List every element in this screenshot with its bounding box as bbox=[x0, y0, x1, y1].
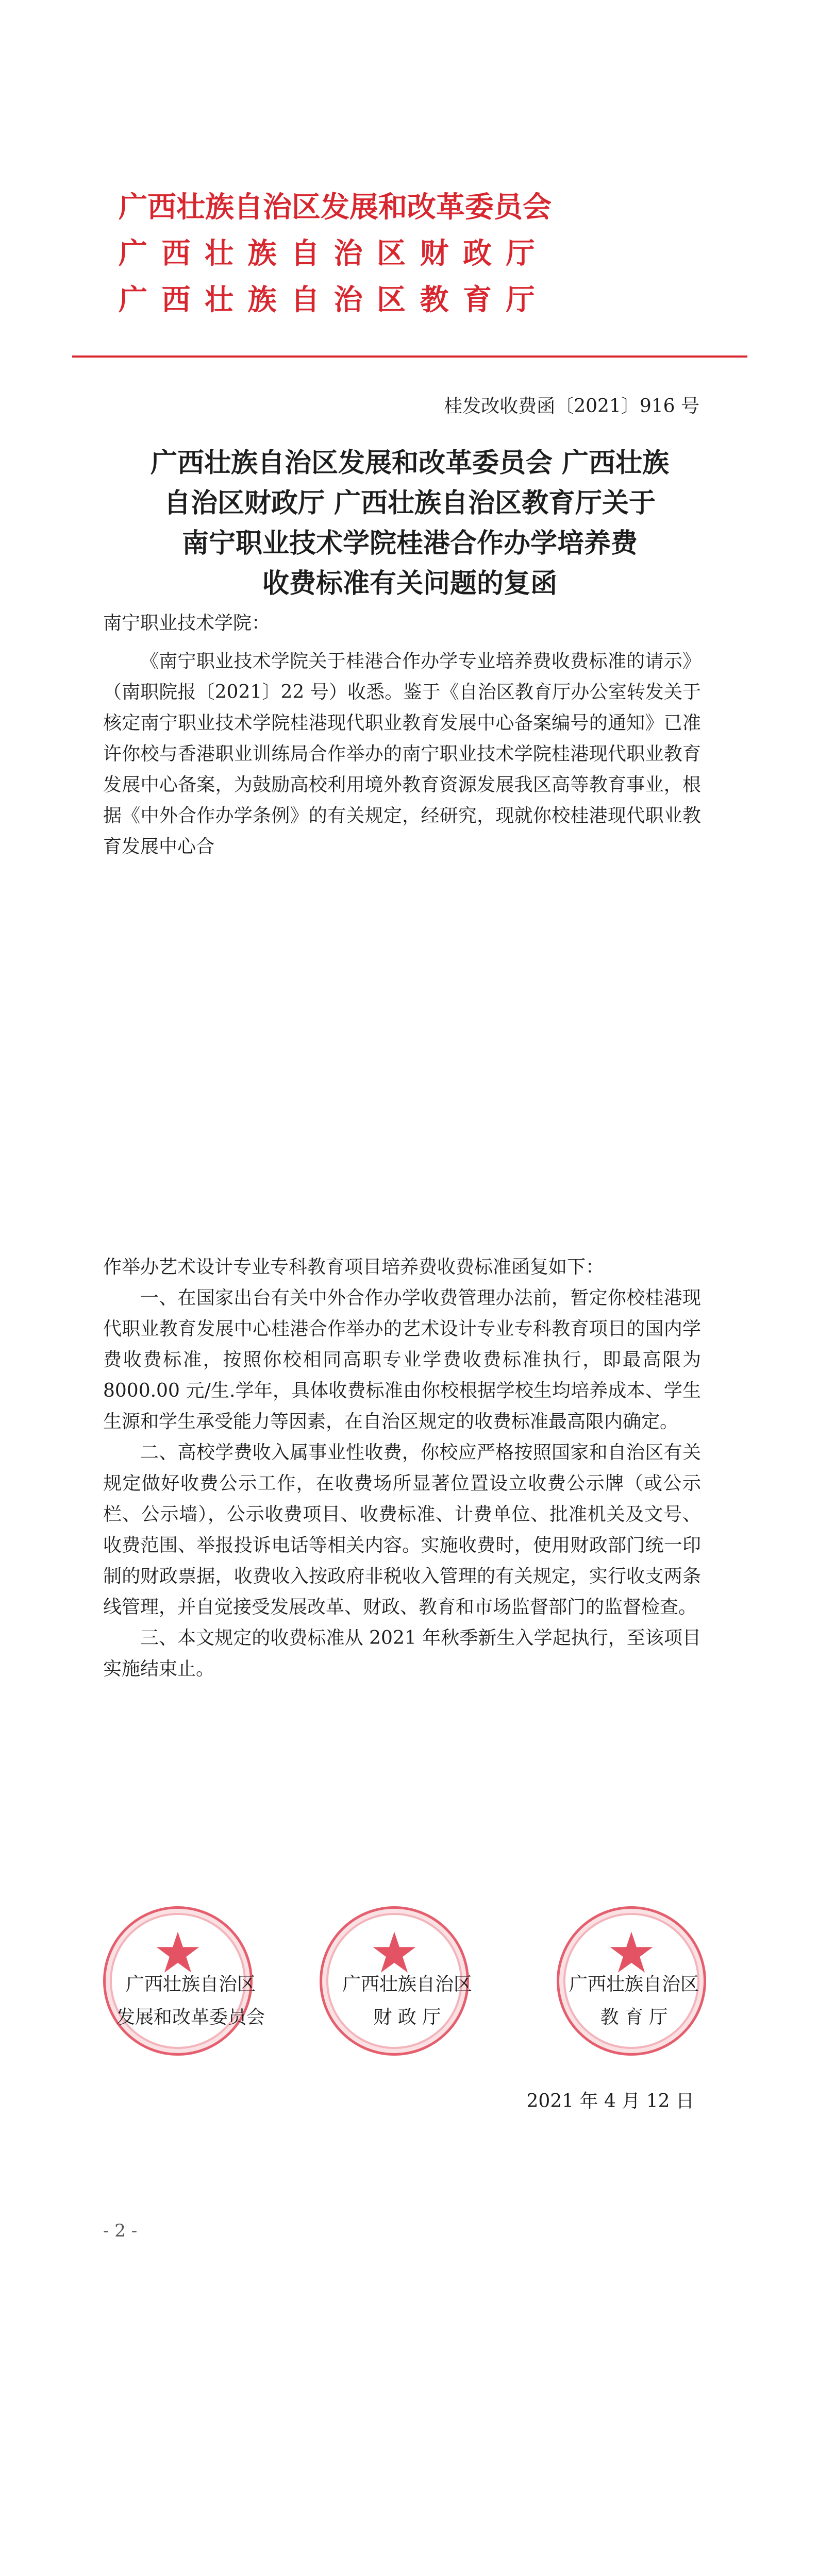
page-number-2: - 2 - bbox=[103, 2221, 138, 2241]
signing-date: 2021 年 4 月 12 日 bbox=[526, 2091, 694, 2112]
page2-body bbox=[103, 1252, 701, 1685]
item-3: 三、本文规定的收费标准从 2021 年秋季新生入学起执行，至该项目实施结束止。 bbox=[103, 1628, 701, 1680]
signer-education-line-1: 广西壮族自治区 bbox=[569, 1974, 699, 1995]
signer-finance-line-2: 财 政 厅 bbox=[373, 2007, 441, 2028]
signer-drc-line-2: 发展和改革委员会 bbox=[116, 2007, 265, 2028]
letterhead-red-rule bbox=[72, 355, 747, 358]
title-line-2: 自治区财政厅 广西壮族自治区教育厅关于 bbox=[163, 487, 656, 519]
title-line-4: 收费标准有关问题的复函 bbox=[262, 568, 557, 599]
salutation: 南宁职业技术学院： bbox=[103, 613, 271, 634]
signer-finance-line-1: 广西壮族自治区 bbox=[342, 1974, 472, 1995]
letterhead-line-3: 广 西 壮 族 自 治 区 教 育 厅 bbox=[119, 283, 537, 317]
signer-finance bbox=[330, 1968, 485, 2034]
signer-education bbox=[557, 1968, 711, 2034]
letterhead-line-2: 广 西 壮 族 自 治 区 财 政 厅 bbox=[119, 236, 537, 270]
signer-drc-line-1: 广西壮族自治区 bbox=[125, 1974, 256, 1995]
title-line-1: 广西壮族自治区发展和改革委员会 广西壮族 bbox=[150, 447, 670, 479]
item-1: 一、在国家出台有关中外合作办学收费管理办法前，暂定你校桂港现代职业教育发展中心桂港合作举办的艺术设计专业专科教育项目的国内学费收费标准，按照你校相同高职专业学费收费标准执行，即最高限为 8000.00 元/生.学年，具体收费标准由你校根据学校生均培养成本、学生生源和学生承受能力等因素，在自治区规定的收费标准最高限内确定。 bbox=[103, 1287, 701, 1432]
continuation-text: 作举办艺术设计专业专科教育项目培养费收费标准函复如下： bbox=[103, 1257, 605, 1278]
intro-paragraph: 《南宁职业技术学院关于桂港合作办学专业培养费收费标准的请示》（南职院报〔2021〕22 号）收悉。鉴于《自治区教育厅办公室转发关于核定南宁职业技术学院桂港现代职业教育发展中心备案编号的通知》已准许你校与香港职业训练局合作举办的南宁职业技术学院桂港现代职业教育发展中心备案，为鼓励高校利用境外教育资源发展我区高等教育事业，根据《中外合作办学条例》的有关规定，经研究，现就你校桂港现代职业教育发展中心合 bbox=[103, 651, 701, 857]
item-2: 二、高校学费收入属事业性收费，你校应严格按照国家和自治区有关规定做好收费公示工作，在收费场所显著位置设立收费公示牌（或公示栏、公示墙），公示收费项目、收费标准、计费单位、批准机关及文号、收费范围、举报投诉电话等相关内容。实施收费时，使用财政部门统一印制的财政票据，收费收入按政府非税收入管理的有关规定，实行收支两条线管理，并自觉接受发展改革、财政、教育和市场监督部门的监督检查。 bbox=[103, 1442, 701, 1618]
signer-drc bbox=[108, 1968, 273, 2034]
title-line-3: 南宁职业技术学院桂港合作办学培养费 bbox=[181, 528, 638, 559]
page1-body bbox=[103, 608, 701, 862]
document-title bbox=[67, 443, 753, 604]
signer-education-line-2: 教 育 厅 bbox=[600, 2007, 668, 2028]
document-number: 桂发改收费函〔2021〕916 号 bbox=[444, 396, 699, 417]
letterhead-line-1: 广西壮族自治区发展和改革委员会 bbox=[119, 190, 552, 224]
